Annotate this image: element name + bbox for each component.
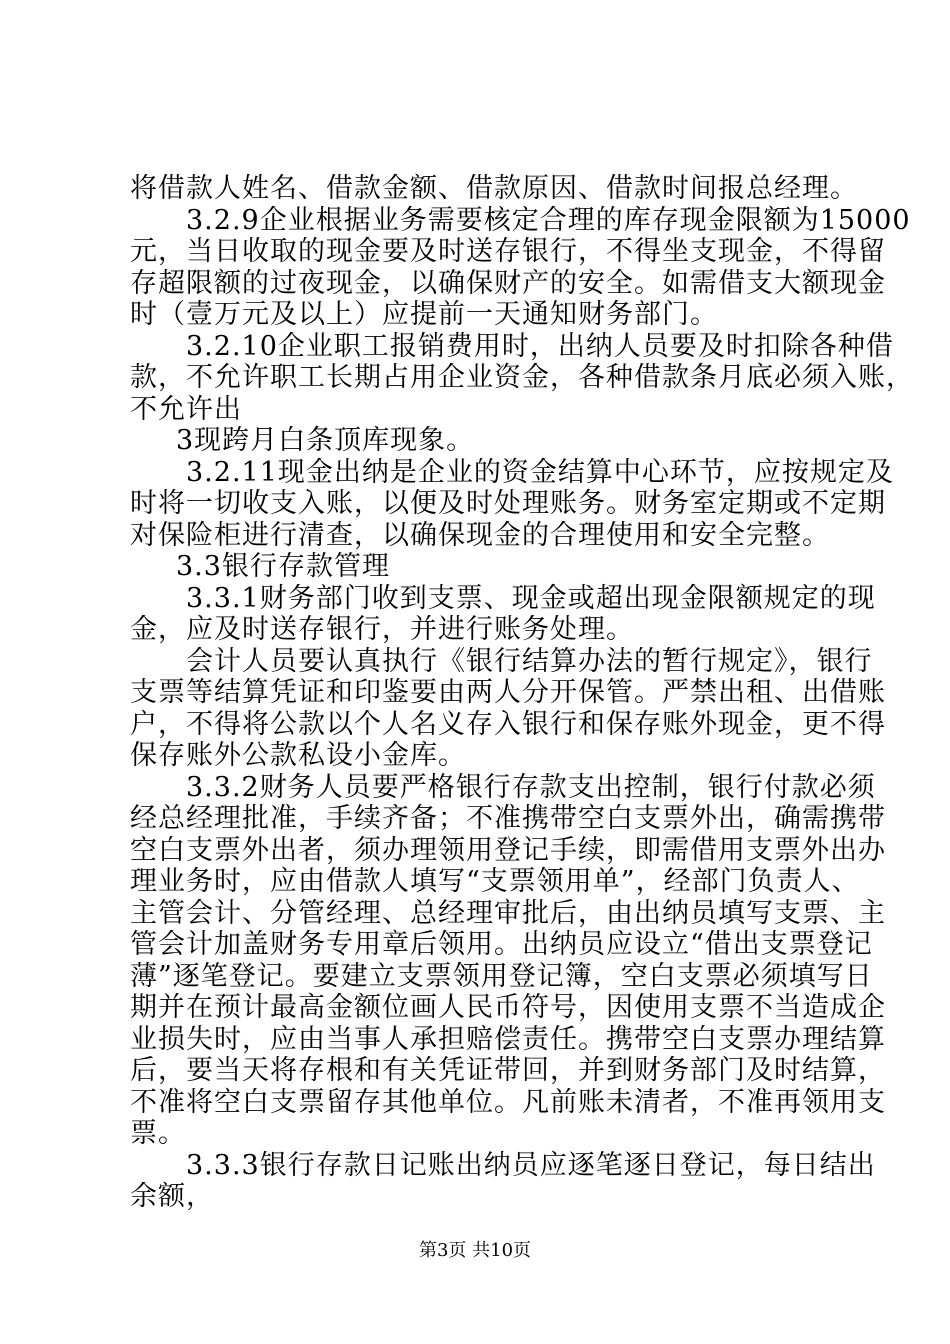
- text-line: 3.2.9企业根据业务需要核定合理的库存现金限额为15000: [186, 204, 911, 236]
- text-line: 3现跨月白条顶库现象。: [176, 425, 475, 456]
- text-line: 后，要当天将存根和有关凭证带回，并到财务部门及时结算，: [130, 1055, 886, 1086]
- text-line: 期并在预计最高金额位画人民币符号，因使用支票不当造成企: [130, 992, 886, 1023]
- page-number: 第3页 共10页: [418, 1240, 532, 1261]
- text-line: 保存账外公款私设小金库。: [130, 740, 466, 771]
- text-line: 3.2.11现金出纳是企业的资金结算中心环节，应按规定及: [186, 456, 894, 488]
- text-line: 时将一切收支入账，以便及时处理账务。财务室定期或不定期: [130, 488, 886, 519]
- text-line: 将借款人姓名、借款金额、借款原因、借款时间报总经理。: [130, 173, 858, 204]
- section-heading: 3.3银行存款管理: [176, 551, 390, 582]
- text-line: 余额，: [130, 1181, 214, 1212]
- text-line: 空白支票外出者，须办理领用登记手续，即需借用支票外出办: [130, 834, 886, 866]
- text-line: 薄”逐笔登记。要建立支票领用登记簿，空白支票必须填写日: [130, 960, 873, 992]
- text-line: 不准将空白支票留存其他单位。凡前账未清者，不准再领用支: [130, 1086, 886, 1118]
- text-line: 会计人员要认真执行《银行结算办法的暂行规定》，银行: [186, 645, 873, 677]
- text-line: 款，不允许职工长期占用企业资金，各种借款条月底必须入账，: [130, 362, 914, 393]
- text-line: 管会计加盖财务专用章后领用。出纳员应设立“借出支票登记: [130, 929, 873, 960]
- text-line: 对保险柜进行清查，以确保现金的合理使用和安全完整。: [130, 519, 830, 551]
- text-line: 3.3.1财务部门收到支票、现金或超出现金限额规定的现: [186, 582, 876, 614]
- text-line: 存超限额的过夜现金，以确保财产的安全。如需借支大额现金: [130, 267, 886, 299]
- text-line: 不允许出: [130, 393, 242, 425]
- text-line: 理业务时，应由借款人填写“支票领用单”，经部门负责人、: [130, 866, 860, 897]
- text-line: 3.3.2财务人员要严格银行存款支出控制，银行付款必须: [186, 771, 876, 803]
- text-line: 金，应及时送存银行，并进行账务处理。: [130, 614, 634, 645]
- text-line: 业损失时，应由当事人承担赔偿责任。携带空白支票办理结算: [130, 1023, 886, 1055]
- text-line: 支票等结算凭证和印鉴要由两人分开保管。严禁出租、出借账: [130, 677, 886, 708]
- text-line: 票。: [130, 1118, 186, 1149]
- text-line: 主管会计、分管经理、总经理审批后，由出纳员填写支票、主: [130, 897, 886, 929]
- text-line: 经总经理批准，手续齐备；不准携带空白支票外出，确需携带: [130, 803, 886, 834]
- text-line: 元，当日收取的现金要及时送存银行，不得坐支现金，不得留: [130, 236, 886, 267]
- text-line: 时（壹万元及以上）应提前一天通知财务部门。: [130, 299, 718, 330]
- text-line: 3.3.3银行存款日记账出纳员应逐笔逐日登记，每日结出: [186, 1149, 876, 1181]
- text-line: 户，不得将公款以个人名义存入银行和保存账外现金，更不得: [130, 708, 886, 740]
- text-line: 3.2.10企业职工报销费用时，出纳人员要及时扣除各种借: [186, 330, 894, 362]
